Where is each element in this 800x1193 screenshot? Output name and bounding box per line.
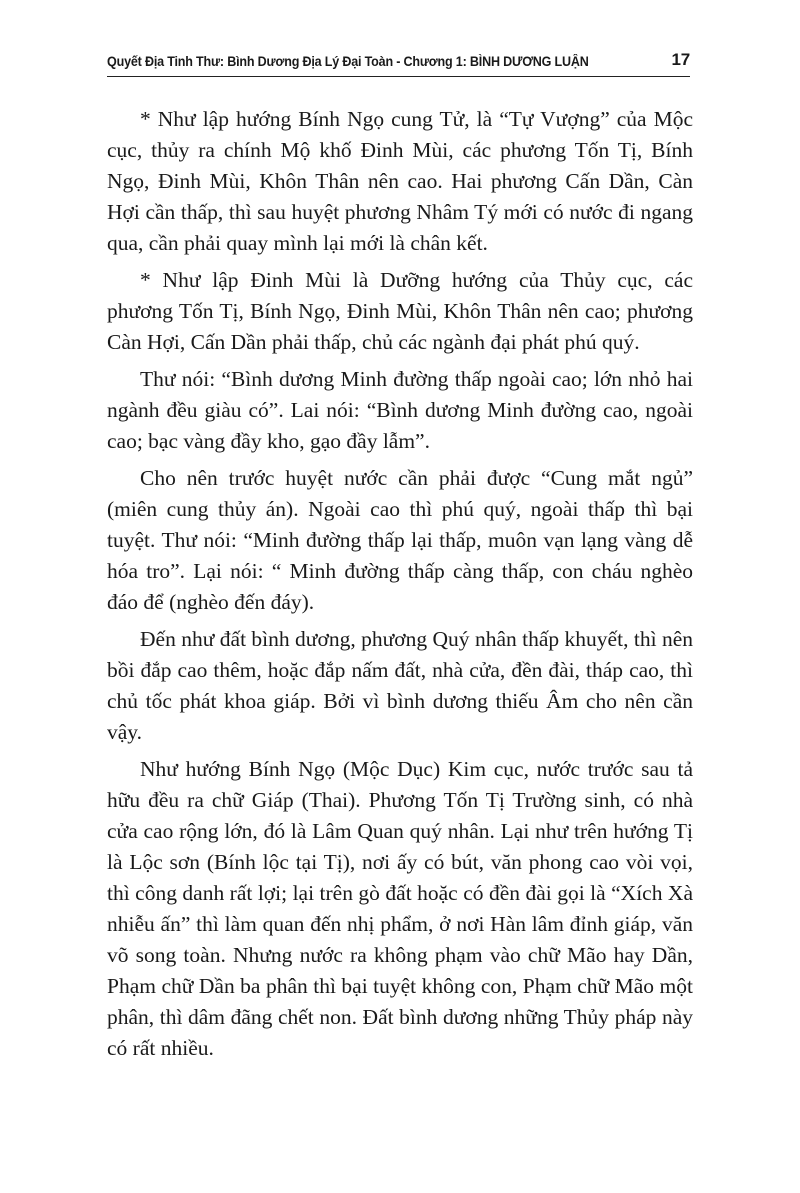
running-header [107,52,690,77]
paragraph: Thư nói: “Bình dương Minh đường thấp ngoài cao; lớn nhỏ hai ngành đều giàu có”. Lai nói: “Bình dương Minh đường cao, ngoài cao; bạc vàng đầy kho, gạo đầy lẫm”. [107,367,693,453]
paragraph: Cho nên trước huyệt nước cần phải được “Cung mắt ngủ” (miên cung thủy án). Ngoài cao thì phú quý, ngoài thấp thì bại tuyệt. Thư nói: “Minh đường thấp lại thấp, muôn vạn lạng vàng dễ hóa tro”. Lại nói: “ Minh đường thấp càng thấp, con cháu nghèo đáo để (nghèo đến đáy). [107,466,693,614]
body-text [107,104,693,1070]
paragraph: * Như lập hướng Bính Ngọ cung Tử, là “Tự Vượng” của Mộc cục, thủy ra chính Mộ khố Đinh Mùi, các phương Tốn Tị, Bính Ngọ, Đinh Mùi, Khôn Thân nên cao. Hai phương Cấn Dần, Càn Hợi cần thấp, thì sau huyệt phương Nhâm Tý mới có nước đi ngang qua, cần phải quay mình lại mới là chân kết. [107,107,693,255]
paragraph: Như hướng Bính Ngọ (Mộc Dục) Kim cục, nước trước sau tả hữu đều ra chữ Giáp (Thai). Phương Tốn Tị Trường sinh, có nhà cửa cao rộng lớn, đó là Lâm Quan quý nhân. Lại như trên hướng Tị là Lộc sơn (Bính lộc tại Tị), nơi ấy có bút, văn phong cao vòi vọi, thì công danh rất lợi; lại trên gò đất hoặc có đền đài gọi là “Xích Xà nhiễu ấn” thì làm quan đến nhị phẩm, ở nơi Hàn lâm đỉnh giáp, văn võ song toàn. Nhưng nước ra không phạm vào chữ Mão hay Dần, Phạm chữ Dần ba phân thì bại tuyệt không con, Phạm chữ Mão một phân, thì dâm đãng chết non. Đất bình dương những Thủy pháp này có rất nhiều. [107,757,693,1060]
paragraph: * Như lập Đinh Mùi là Dưỡng hướng của Thủy cục, các phương Tốn Tị, Bính Ngọ, Đinh Mùi, Khôn Thân nên cao; phương Càn Hợi, Cấn Dần phải thấp, chủ các ngành đại phát phú quý. [107,268,693,354]
paragraph: Đến như đất bình dương, phương Quý nhân thấp khuyết, thì nên bồi đắp cao thêm, hoặc đắp nấm đất, nhà cửa, đền đài, tháp cao, thì chủ tốc phát khoa giáp. Bởi vì bình dương thiếu Âm cho nên cần vậy. [107,627,693,744]
page-number: 17 [671,50,690,69]
running-title: Quyết Địa Tinh Thư: Bình Dương Địa Lý Đại Toàn - Chương 1: BÌNH DƯƠNG LUẬN [107,54,589,69]
